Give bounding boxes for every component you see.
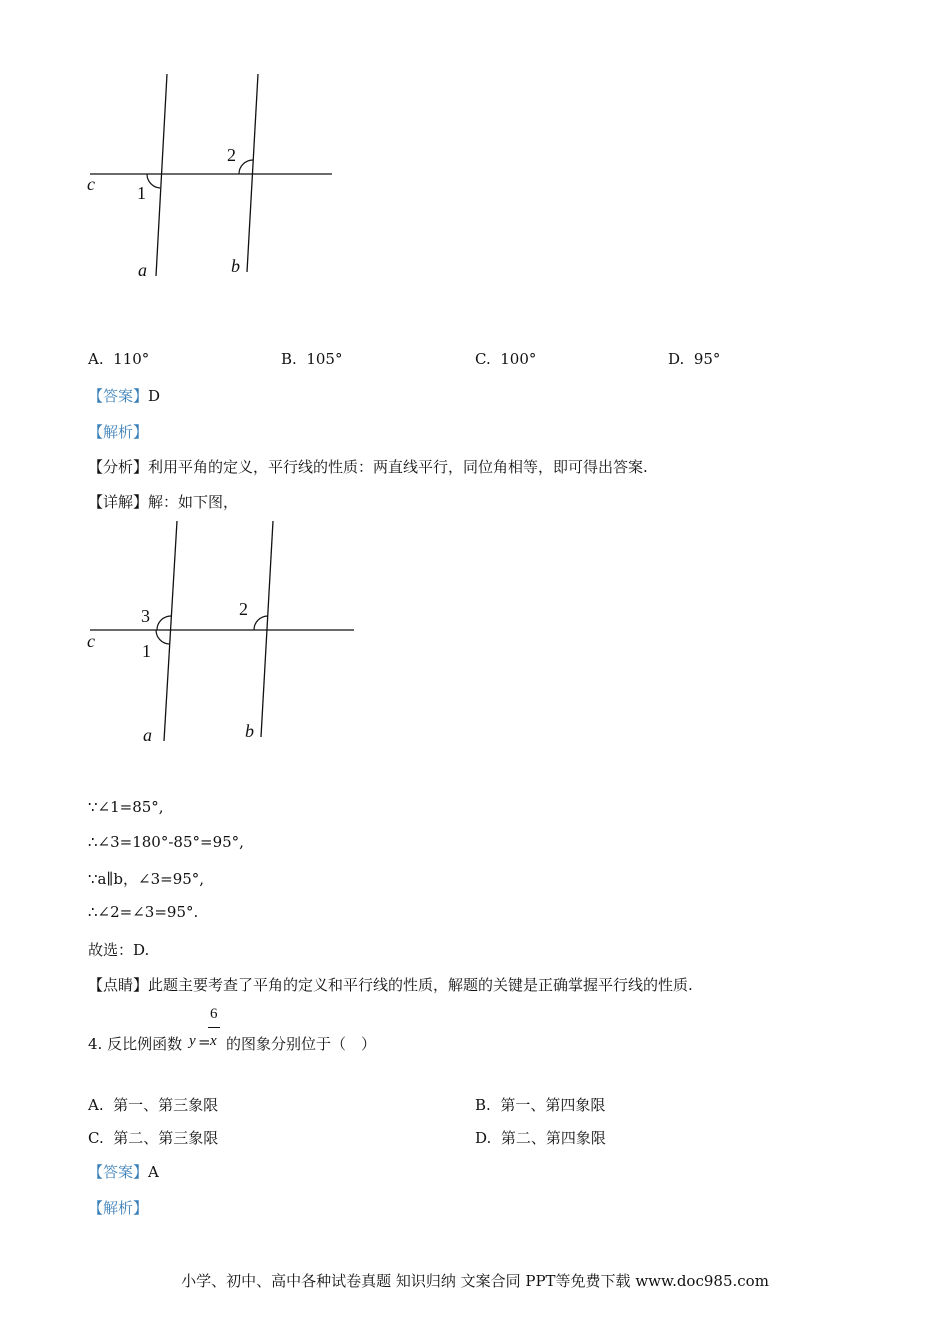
q4-prefix: 4. 反比例函数 bbox=[88, 1035, 183, 1053]
answer-line-2 bbox=[88, 1161, 159, 1182]
label-a: a bbox=[138, 260, 147, 280]
q4-eq: = bbox=[198, 1033, 211, 1051]
fenxi-line: 【分析】利用平角的定义，平行线的性质：两直线平行，同位角相等，即可得出答案. bbox=[88, 458, 648, 476]
q4-option-d: D. 第二、第四象限 bbox=[475, 1129, 606, 1147]
angle-2-arc bbox=[239, 160, 253, 174]
line-b bbox=[247, 74, 258, 272]
label-3: 3 bbox=[141, 606, 150, 626]
label-b: b bbox=[231, 256, 240, 276]
q4-suffix: 的图象分别位于（ ） bbox=[226, 1035, 377, 1053]
option-a: A. 110° bbox=[88, 350, 150, 368]
figure-parallel-lines-2 bbox=[80, 515, 360, 750]
label-2: 2 bbox=[227, 145, 236, 165]
label-c: c bbox=[87, 631, 95, 651]
label-a: a bbox=[143, 725, 152, 745]
line-a bbox=[164, 521, 177, 741]
page-footer: 小学、初中、高中各种试卷真题 知识归纳 文案合同 PPT等免费下载 www.doc985.com bbox=[181, 1272, 769, 1290]
answer-value: A bbox=[148, 1163, 159, 1181]
xiangjie-line: 【详解】解：如下图， bbox=[88, 493, 239, 511]
step-1: ∵∠1=85°, bbox=[88, 798, 164, 816]
label-b: b bbox=[245, 721, 254, 741]
q4-numerator: 6 bbox=[210, 1006, 218, 1022]
label-1: 1 bbox=[137, 183, 146, 203]
step-4: ∴∠2=∠3=95°. bbox=[88, 903, 199, 921]
dianjing-line: 【点睛】此题主要考查了平角的定义和平行线的性质，解题的关键是正确掌握平行线的性质. bbox=[88, 976, 693, 994]
step-3: ∵a∥b，∠3=95°, bbox=[88, 870, 205, 888]
guxuan-line: 故选：D. bbox=[88, 941, 150, 959]
analysis-tag-1: 【解析】 bbox=[88, 423, 149, 441]
q4-denominator: x bbox=[210, 1033, 217, 1049]
answer-tag: 【答案】 bbox=[88, 387, 149, 405]
line-a bbox=[156, 74, 167, 276]
q4-fraction-bar bbox=[208, 1027, 220, 1028]
q4-option-c: C. 第二、第三象限 bbox=[88, 1129, 219, 1147]
figure-parallel-lines-1 bbox=[80, 68, 340, 288]
option-c: C. 100° bbox=[475, 350, 537, 368]
line-b bbox=[261, 521, 273, 737]
angle-2-arc bbox=[254, 616, 268, 630]
answer-tag: 【答案】 bbox=[88, 1163, 149, 1181]
q4-y: y bbox=[189, 1033, 196, 1049]
option-b: B. 105° bbox=[281, 350, 343, 368]
q4-option-b: B. 第一、第四象限 bbox=[475, 1096, 606, 1114]
step-2: ∴∠3=180°-85°=95°, bbox=[88, 833, 244, 851]
angle-1-arc bbox=[147, 174, 160, 188]
answer-line-1 bbox=[88, 385, 160, 406]
option-d: D. 95° bbox=[668, 350, 721, 368]
angle-3-arc bbox=[157, 616, 171, 630]
angle-1-arc bbox=[156, 630, 169, 644]
label-2: 2 bbox=[239, 599, 248, 619]
analysis-tag-2: 【解析】 bbox=[88, 1199, 149, 1217]
q4-option-a: A. 第一、第三象限 bbox=[88, 1096, 219, 1114]
label-c: c bbox=[87, 174, 95, 194]
answer-value: D bbox=[148, 387, 161, 405]
label-1: 1 bbox=[142, 641, 151, 661]
